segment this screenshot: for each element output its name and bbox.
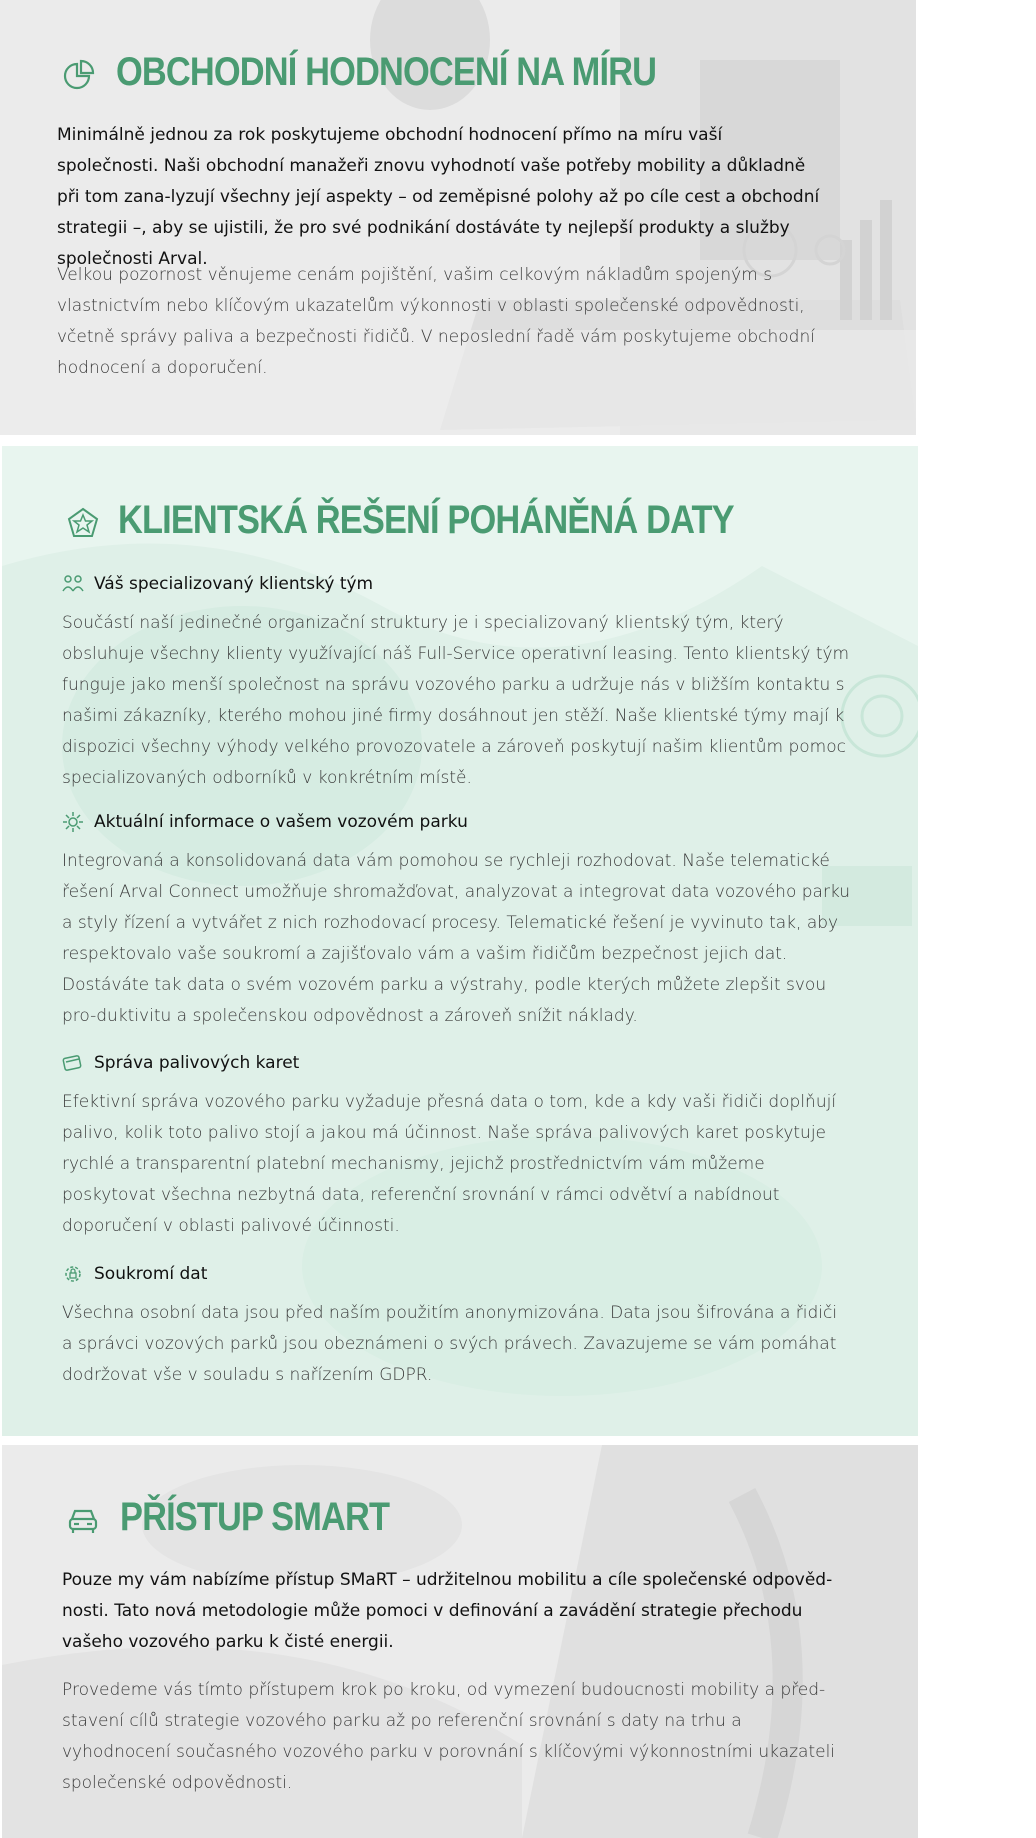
subheading-fuel-cards (62, 1052, 299, 1074)
subheading-label: Soukromí dat (94, 1264, 208, 1284)
car-front-icon (66, 1503, 100, 1537)
subheading-fleet-info (62, 811, 468, 833)
section-title: KLIENTSKÁ ŘEŠENÍ POHÁNĚNÁ DATY (118, 498, 734, 542)
subheading-team (62, 573, 373, 595)
section-title: PŘÍSTUP SMART (120, 1495, 390, 1539)
section-data-solutions (2, 446, 918, 1436)
item-text: Součástí naší jedinečné organizační struktury je i specializovaný klientský tým, který obsluhuje všechny klienty využívající náš Full-Service operativní leasing. Tento klientský tým funguje jako menší společnost na správu vozového parku a udržuje nás v bližším kontaktu s našimi zákazníky, kterého mohou jiné firmy dosáhnout jen stěží. Naše klientské týmy mají k dispozici všechny výhody velkého provozovatele a zároveň poskytují našim klientům pomoc specializovaných odborníků v konkrétním místě. (62, 613, 850, 788)
body-paragraph: Provedeme vás tímto přístupem krok po kroku, od vymezení budoucnosti mobility a před-stavení cílů strategie vozového parku až po referenční srovnání s daty na trhu a vyhodnocení současného vozového parku v porovnání s klíčovými výkonnostními ukazateli společenské odpovědnosti. (62, 1680, 836, 1793)
section-title: OBCHODNÍ HODNOCENÍ NA MÍRU (116, 50, 657, 94)
body-paragraph: Velkou pozornost věnujeme cenám pojištění, vašim celkovým nákladům spojeným s vlastnictvím nebo klíčovým ukazatelům výkonnosti v oblasti společenské odpovědnosti, včetně správy paliva a bezpečnosti řidičů. V neposlední řadě vám poskytujeme obchodní hodnocení a doporučení. (57, 265, 815, 378)
pentagon-star-icon (66, 506, 100, 540)
lead-paragraph: Pouze my vám nabízíme přístup SMaRT – udržitelnou mobilitu a cíle společenské odpověd-nosti. Tato nová metodologie může pomoci v definování a zavádění strategie přechodu vašeho vozového parku k čisté energii. (62, 1570, 833, 1652)
pie-chart-icon (62, 58, 96, 92)
section-business-review (0, 0, 916, 435)
item-text: Integrovaná a konsolidovaná data vám pomohou se rychleji rozhodovat. Naše telematické řešení Arval Connect umožňuje shromažďovat, analyzovat a integrovat data vozového parku a styly řízení a vytvářet z nich rozhodovací procesy. Telematické řešení je vyvinuto tak, aby respektovalo vaše soukromí a zajišťovalo vám a vašim řidičům bezpečnost jejich dat. Dostáváte tak data o svém vozovém parku a výstrahy, podle kterých můžete zlepšit svou pro-duktivitu a společenskou odpovědnost a zároveň snížit náklady. (62, 851, 851, 1026)
item-text: Efektivní správa vozového parku vyžaduje přesná data o tom, kde a kdy vaši řidiči doplňují palivo, kolik toto palivo stojí a jakou má účinnost. Naše správa palivových karet poskytuje rychlé a transparentní platební mechanismy, jejichž prostřednictvím vám můžeme poskytovat všechna nezbytná data, referenční srovnání v rámci odvětví a nabídnout doporučení v oblasti palivové účinnosti. (62, 1092, 837, 1236)
team-icon (62, 573, 84, 595)
subheading-label: Váš specializovaný klientský tým (94, 574, 374, 594)
subheading-label: Správa palivových karet (94, 1053, 300, 1073)
subheading-data-privacy (62, 1263, 207, 1285)
gear-lock-icon (62, 1263, 84, 1285)
subheading-label: Aktuální informace o vašem vozovém parku (94, 812, 468, 832)
gear-network-icon (62, 811, 84, 833)
fuel-card-icon (62, 1052, 84, 1074)
item-text: Všechna osobní data jsou před naším použitím anonymizována. Data jsou šifrována a řidiči a správci vozových parků jsou obeznámeni o svých právech. Zavazujeme se vám pomáhat dodržovat vše v souladu s nařízením GDPR. (62, 1303, 838, 1385)
lead-paragraph: Minimálně jednou za rok poskytujeme obchodní hodnocení přímo na míru vaší společnosti. Naši obchodní manažeři znovu vyhodnotí vaše potřeby mobility a důkladně při tom zana-lyzují všechny její aspekty – od zeměpisné polohy až po cíle cest a obchodní strategii –, aby se ujistili, že pro své podnikání dostáváte ty nejlepší produkty a služby společnosti Arval. (57, 125, 820, 269)
section-smart (2, 1445, 918, 1838)
